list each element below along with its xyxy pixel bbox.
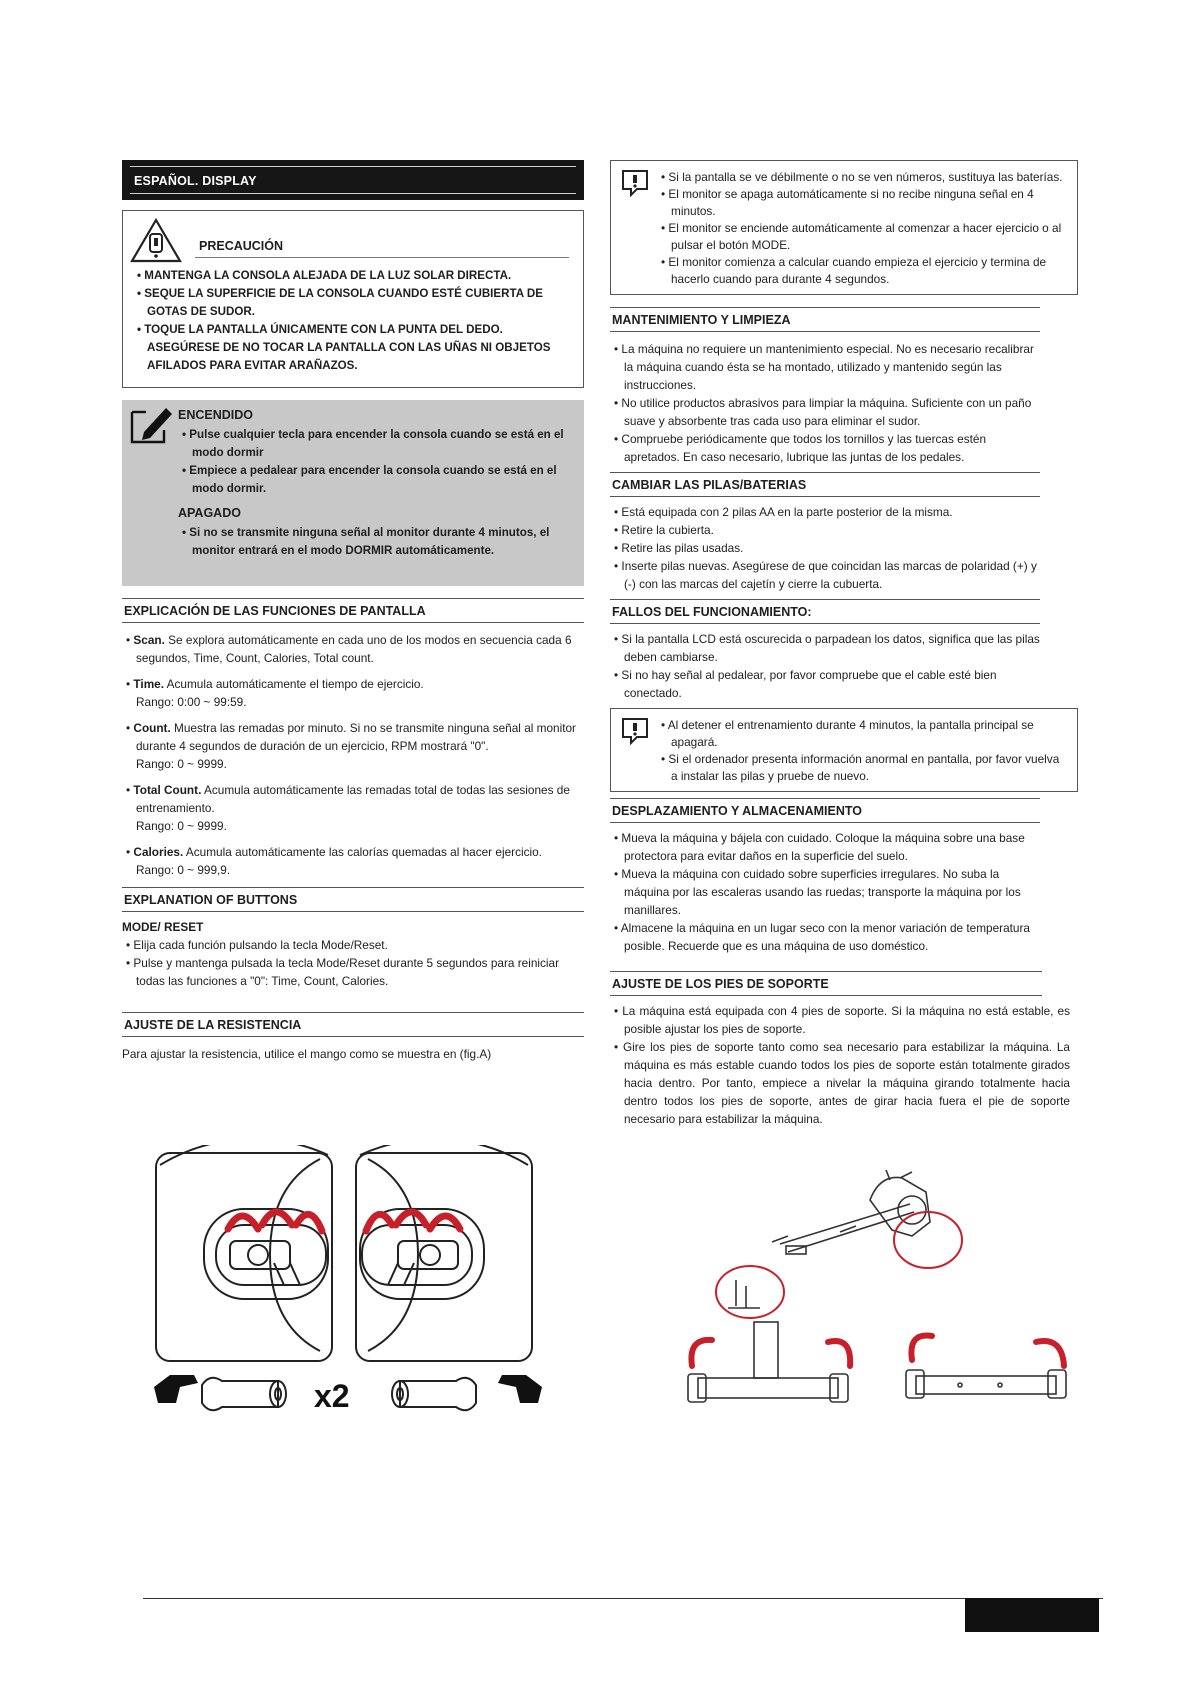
flywheel-left — [156, 1145, 332, 1361]
caution-item: • SEQUE LA SUPERFICIE DE LA CONSOLA CUANDO ESTÉ CUBIERTA DE GOTAS DE SUDOR. — [133, 285, 573, 321]
functions-section — [122, 598, 584, 879]
warning-note-item: • Al detener el entrenamiento durante 4 minutos, la pantalla principal se apagará. — [659, 717, 1067, 751]
resistance-figure — [150, 1145, 550, 1415]
info-note-icon — [619, 167, 651, 199]
power-off-item: • Si no se transmite ninguna señal al monitor durante 4 minutos, el monitor entrará en el modo DORMIR automáticamente. — [178, 524, 578, 560]
buttons-list — [122, 936, 584, 990]
faults-section — [610, 599, 1040, 702]
power-on-item: • Empiece a pedalear para encender la consola cuando se está en el modo dormir. — [178, 462, 578, 498]
power-off-list — [178, 524, 578, 560]
buttons-item: • Pulse y mantenga pulsada la tecla Mode/Reset durante 5 segundos para reiniciar todas las funciones a "0": Time, Count, Calories. — [122, 954, 584, 990]
batteries-item: • Está equipada con 2 pilas AA en la parte posterior de la misma. — [610, 503, 1040, 521]
info-note-icon — [619, 715, 651, 747]
resistance-header: AJUSTE DE LA RESISTENCIA — [122, 1012, 584, 1037]
info-note-item: • El monitor se apaga automáticamente si no recibe ninguna señal en 4 minutos. — [659, 186, 1067, 220]
buttons-header: EXPLANATION OF BUTTONS — [122, 887, 584, 912]
buttons-subheader: MODE/ RESET — [122, 920, 204, 934]
caution-list — [133, 267, 573, 375]
maintenance-item: • La máquina no requiere un mantenimiento especial. No es necesario recalibrar la máquina cuando ésta se ha montado, utilizado y mantenido según las instrucciones. — [610, 340, 1040, 394]
power-on-title: ENCENDIDO — [178, 408, 254, 422]
display-header-text: ESPAÑOL. DISPLAY — [134, 174, 257, 188]
feet-figure — [660, 1170, 1080, 1410]
info-note-item: • Si la pantalla se ve débilmente o no se ven números, sustituya las baterías. — [659, 169, 1067, 186]
rotation-arrows-left — [228, 1212, 322, 1231]
caution-item: • TOQUE LA PANTALLA ÚNICAMENTE CON LA PUNTA DEL DEDO. ASEGÚRESE DE NO TOCAR LA PANTALLA CON LAS UÑAS NI OBJETOS AFILADOS PARA EVITAR ARAÑAZOS. — [133, 321, 573, 375]
transport-header: DESPLAZAMIENTO Y ALMACENAMIENTO — [610, 798, 1040, 823]
feet-list — [610, 1002, 1070, 1128]
faults-header: FALLOS DEL FUNCIONAMIENTO: — [610, 599, 1040, 624]
feet-section — [610, 971, 1070, 1128]
hand-right-icon — [498, 1375, 542, 1403]
batteries-header: CAMBIAR LAS PILAS/BATERIAS — [610, 472, 1040, 497]
foot-highlight-circle — [894, 1212, 962, 1268]
edit-note-icon — [128, 404, 174, 446]
function-range: Rango: 0 ~ 999,9. — [136, 863, 231, 877]
feet-item: • Gire los pies de soporte tanto como sea necesario para estabilizar la máquina. La máquina es más estable cuando todos los pies de soporte están totalmente girados hacia dentro. Por tanto, empiece a nivelar la máquina girando totalmente hacia dentro todos los pies de soporte, antes de girar hacia fuera el pie de soporte necesario para estabilizar la máquina. — [610, 1038, 1070, 1128]
handle-multiplier: x2 — [314, 1378, 350, 1414]
faults-item: • Si la pantalla LCD está oscurecida o parpadean los datos, significa que las pilas deben cambiarse. — [610, 630, 1040, 666]
maintenance-item: • No utilice productos abrasivos para limpiar la máquina. Suficiente con un paño suave y absorbente tras cada uso para eliminar el sudor. — [610, 394, 1040, 430]
buttons-item: • Elija cada función pulsando la tecla Mode/Reset. — [122, 936, 584, 954]
faults-item: • Si no hay señal al pedalear, por favor compruebe que el cable esté bien conectado. — [610, 666, 1040, 702]
maintenance-section — [610, 307, 1040, 466]
foot-tube-right — [906, 1370, 1066, 1398]
warning-icon — [129, 217, 183, 265]
feet-item: • La máquina está equipada con 4 pies de soporte. Si la máquina no está estable, es posible ajustar los pies de soporte. — [610, 1002, 1070, 1038]
transport-item: • Almacene la máquina en un lugar seco con la menor variación de temperatura posible. Recuerde que es una máquina de uso doméstico. — [610, 919, 1040, 955]
function-range: Rango: 0 ~ 9999. — [136, 819, 227, 833]
transport-section — [610, 798, 1040, 955]
power-on-item: • Pulse cualquier tecla para encender la consola cuando se está en el modo dormir — [178, 426, 578, 462]
handle-left — [202, 1378, 286, 1410]
faults-list — [610, 630, 1040, 702]
feet-header: AJUSTE DE LOS PIES DE SOPORTE — [610, 971, 1042, 996]
warning-note-box — [610, 708, 1078, 792]
rowing-machine-drawing — [728, 1170, 930, 1308]
resistance-section — [122, 1012, 584, 1063]
power-off-title: APAGADO — [178, 506, 241, 520]
function-item: • Scan. Se explora automáticamente en cada uno de los modos en secuencia cada 6 segundos, Time, Count, Calories, Total count. — [122, 631, 584, 667]
functions-header: EXPLICACIÓN DE LAS FUNCIONES DE PANTALLA — [122, 598, 584, 623]
function-range: Rango: 0 ~ 9999. — [136, 757, 227, 771]
caution-box — [122, 210, 584, 388]
warning-note-list — [611, 709, 1077, 791]
display-header — [122, 160, 584, 200]
resistance-text: Para ajustar la resistencia, utilice el mango como se muestra en (fig.A) — [122, 1047, 492, 1061]
batteries-item: • Retire las pilas usadas. — [610, 539, 1040, 557]
warning-note-item: • Si el ordenador presenta información anormal en pantalla, por favor vuelva a instalar las pilas y pruebe de nuevo. — [659, 751, 1067, 785]
functions-list — [122, 631, 584, 879]
foot-highlight-circle — [716, 1266, 784, 1318]
maintenance-list — [610, 340, 1040, 466]
function-item: • Time. Acumula automáticamente el tiempo de ejercicio. Rango: 0:00 ~ 99:59. — [122, 675, 584, 711]
right-column — [610, 160, 1078, 1128]
batteries-item: • Inserte pilas nuevas. Asegúrese de que coincidan las marcas de polaridad (+) y (-) con las marcas del cajetín y cierre la cubuerta. — [610, 557, 1040, 593]
function-item: • Calories. Acumula automáticamente las calorías quemadas al hacer ejercicio. Rango: 0 ~ 999,9. — [122, 843, 584, 879]
caution-title: PRECAUCIÓN — [199, 239, 284, 253]
batteries-section — [610, 472, 1040, 593]
function-range: Rango: 0:00 ~ 99:59. — [136, 695, 247, 709]
rotate-arrows-right — [911, 1336, 1064, 1367]
function-item: • Count. Muestra las remadas por minuto. Si no se transmite ninguna señal al monitor durante 4 segundos de duración de un ejercicio, RPM mostrará "0". Rango: 0 ~ 9999. — [122, 719, 584, 773]
power-on-list — [178, 426, 578, 498]
rotate-arrows-left — [691, 1340, 850, 1366]
function-item: • Total Count. Acumula automáticamente las remadas total de todas las sesiones de entrenamiento. Rango: 0 ~ 9999. — [122, 781, 584, 835]
transport-item: • Mueva la máquina con cuidado sobre superficies irregulares. No suba la máquina por las escaleras usando las ruedas; transporte la máquina por los manillares. — [610, 865, 1040, 919]
maintenance-item: • Compruebe periódicamente que todos los tornillos y las tuercas estén apretados. En caso necesario, lubrique las juntas de los pedales. — [610, 430, 1040, 466]
footer-page-block — [965, 1598, 1099, 1632]
foot-tube-left — [688, 1322, 848, 1402]
left-column — [122, 160, 584, 1063]
info-note-list — [611, 161, 1077, 294]
handle-right — [392, 1378, 476, 1410]
transport-list — [610, 829, 1040, 955]
rotation-arrows-right — [366, 1212, 460, 1231]
info-note-box — [610, 160, 1078, 295]
flywheel-right — [356, 1145, 532, 1361]
batteries-item: • Retire la cubierta. — [610, 521, 1040, 539]
batteries-list — [610, 503, 1040, 593]
info-note-item: • El monitor se enciende automáticamente al comenzar a hacer ejercicio o al pulsar el botón MODE. — [659, 220, 1067, 254]
buttons-section — [122, 887, 584, 990]
hand-left-icon — [154, 1375, 198, 1403]
info-note-item: • El monitor comienza a calcular cuando empieza el ejercicio y termina de hacerlo cuando para durante 4 segundos. — [659, 254, 1067, 288]
caution-item: • MANTENGA LA CONSOLA ALEJADA DE LA LUZ SOLAR DIRECTA. — [133, 267, 573, 285]
maintenance-header: MANTENIMIENTO Y LIMPIEZA — [610, 307, 1040, 332]
power-box — [122, 400, 584, 586]
transport-item: • Mueva la máquina y bájela con cuidado. Coloque la máquina sobre una base protectora para evitar daños en la superficie del suelo. — [610, 829, 1040, 865]
footer-rule — [143, 1598, 1103, 1599]
